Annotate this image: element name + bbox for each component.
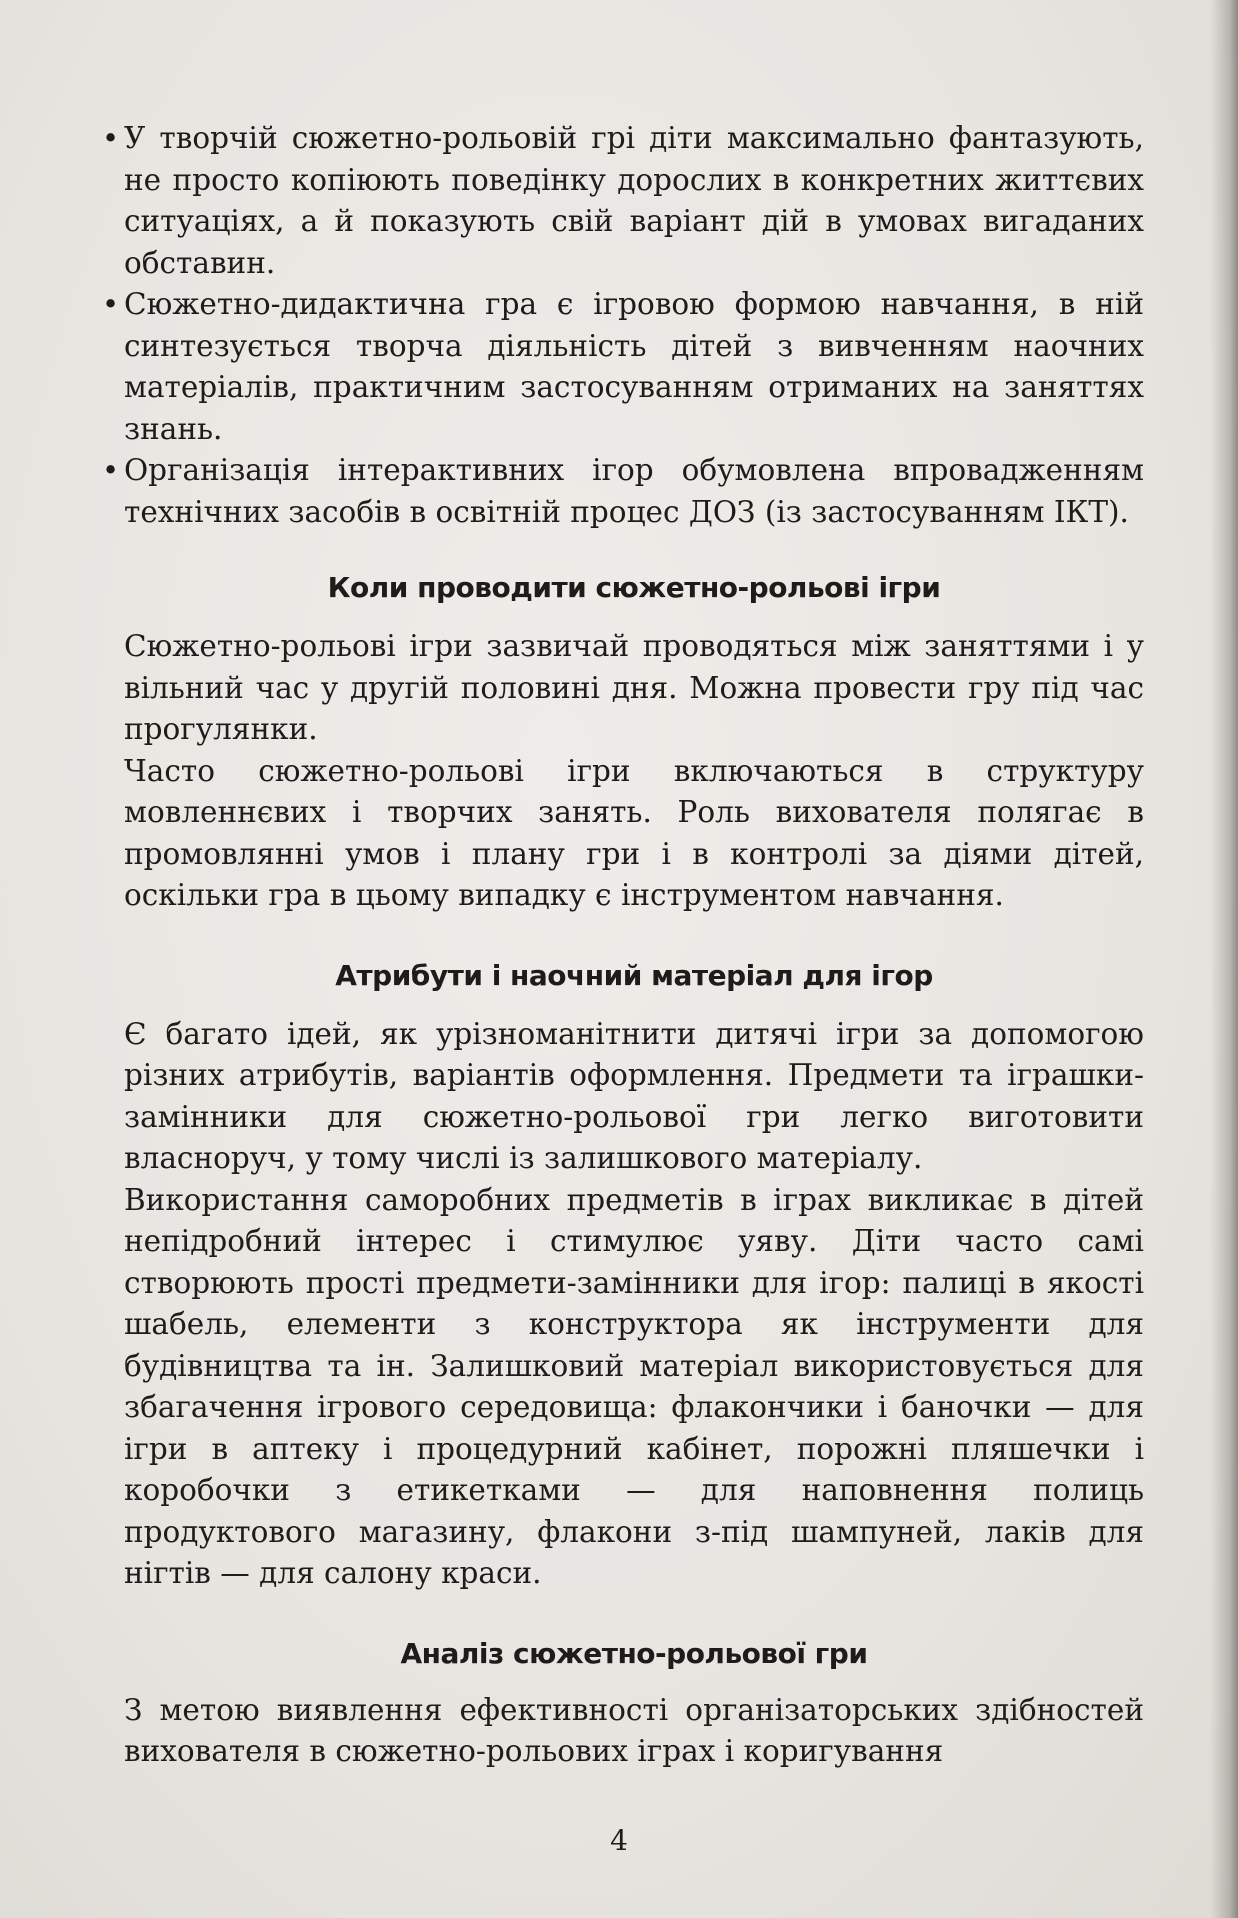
bullet-item: [102, 450, 1144, 533]
page-content: [102, 118, 1144, 1773]
page-number: 4: [610, 1824, 628, 1857]
bullet-list: [102, 118, 1144, 533]
page-edge-shadow: [1210, 0, 1238, 1918]
paragraph: Часто сюжетно-рольові ігри включаються в структуру мовленнєвих і творчих занять. Роль вихователя полягає в промовлянні умов і плану гри і в контролі за діями дітей, оскільки гра в цьому випадку є інструментом навчання.: [124, 753, 1144, 912]
section-heading: Аналіз сюжетно-рольової гри: [400, 1636, 868, 1670]
bullet-item: [102, 284, 1144, 450]
paragraph: Є багато ідей, як урізноманітнити дитячі ігри за допомогою різних атрибутів, варіантів оформлення. Предмети та іграшки-замінники для сюжетно-рольової гри легко виготовити власноруч, у тому числі із залишкового матеріалу.: [124, 1016, 1144, 1175]
bullet-dot-icon: •: [102, 453, 120, 487]
bullet-text: Сюжетно-дидактична гра є ігровою формою навчання, в ній синтезується творча діяльність дітей з вивченням наочних матеріалів, практичним застосуванням отриманих на заняттях знань.: [124, 287, 1144, 446]
bullet-dot-icon: •: [102, 287, 120, 321]
paragraph: Використання саморобних предметів в іграх викликає в дітей непідробний інтерес і стимулює уяву. Діти часто самі створюють прості предмети-замінники для ігор: палиці в якості шабель, елементи з конструктора як інструменти для будівництва та ін. Залишковий матеріал використовується для збагачення ігрового середовища: флакончики і баночки — для ігри в аптеку і процедурний кабінет, порожні пляшечки і коробочки з етикетками — для наповнення полиць продуктового магазину, флакони з-під шампуней, лаків для нігтів — для салону краси.: [124, 1182, 1144, 1590]
section-heading: Атрибути і наочний матеріал для ігор: [335, 958, 933, 992]
bullet-text: У творчій сюжетно-рольовій грі діти максимально фантазують, не просто копіюють поведінку дорослих в конкретних життєвих ситуаціях, а й показують свій варіант дій в умовах вигаданих обставин.: [124, 121, 1144, 280]
section-heading: Коли проводити сюжетно-рольові ігри: [327, 571, 941, 604]
paragraph: З метою виявлення ефективності організаторських здібностей вихователя в сюжетно-рольових іграх і коригування: [124, 1692, 1144, 1768]
bullet-dot-icon: •: [102, 121, 120, 155]
paragraph: Сюжетно-рольові ігри зазвичай проводяться між заняттями і у вільний час у другій половині дня. Можна провести гру під час прогулянки.: [124, 629, 1144, 746]
bullet-item: [102, 118, 1144, 284]
bullet-text: Організація інтерактивних ігор обумовлена впровадженням технічних засобів в освітній процес ДОЗ (із застосуванням ІКТ).: [124, 453, 1144, 529]
